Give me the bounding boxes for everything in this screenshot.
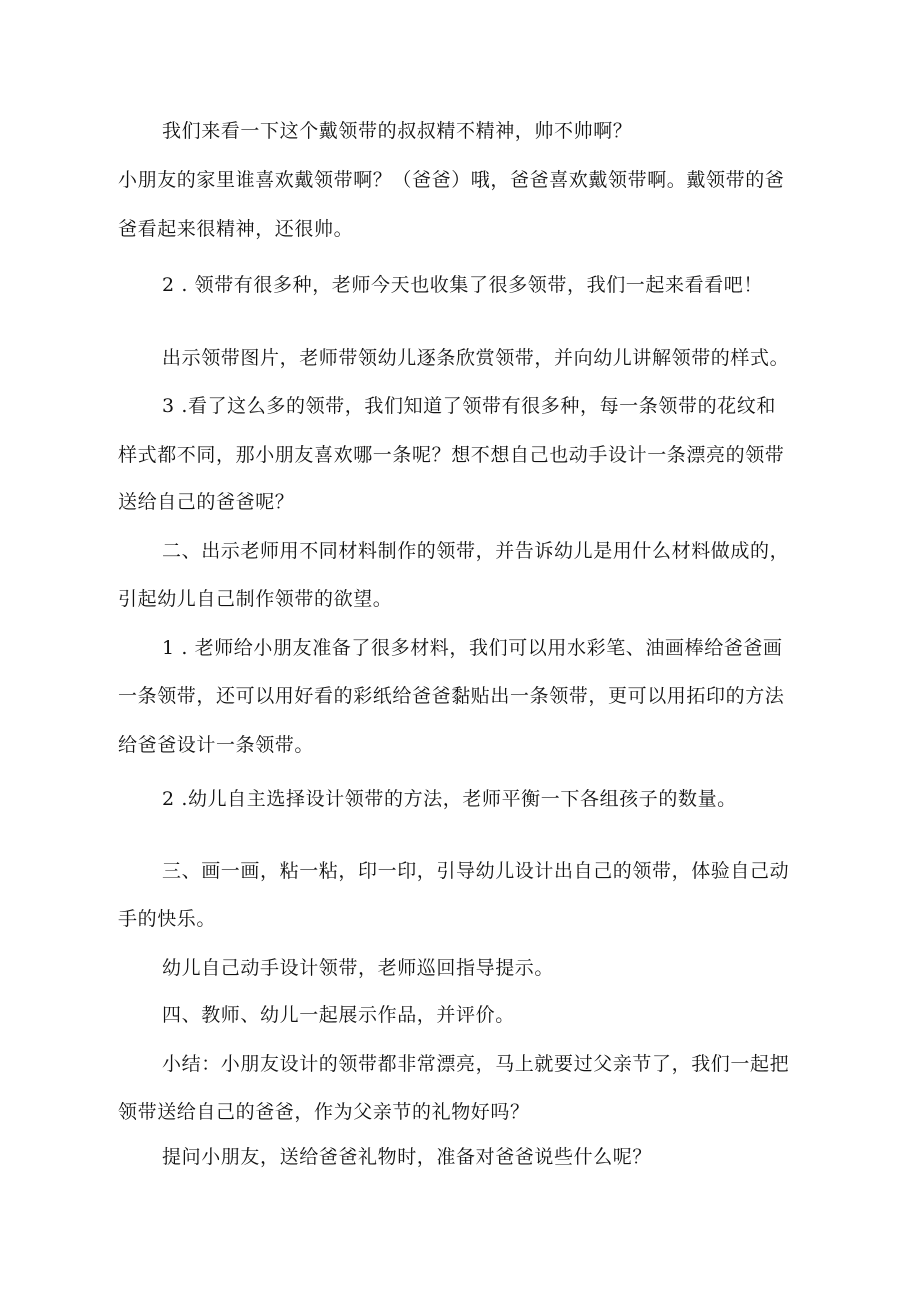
text-line-10: 引起幼儿自己制作领带的欲望。: [118, 588, 393, 610]
text-line-12: 一条领带，还可以用好看的彩纸给爸爸黏贴出一条领带，更可以用拓印的方法: [118, 685, 785, 707]
text-line-5: 出示领带图片，老师带领幼儿逐条欣赏领带，并向幼儿讲解领带的样式。: [162, 347, 790, 369]
text-line-20: 领带送给自己的爸爸，作为父亲节的礼物好吗？: [118, 1101, 530, 1123]
text-line-8: 送给自己的爸爸呢？: [118, 491, 295, 513]
text-line-17: 幼儿自己动手设计领带，老师巡回指导提示。: [162, 957, 555, 979]
text-line-13: 给爸爸设计一条领带。: [118, 734, 315, 756]
text-line-19: 小结：小朋友设计的领带都非常漂亮，马上就要过父亲节了，我们一起把: [162, 1053, 790, 1075]
text-line-11: 1 . 老师给小朋友准备了很多材料，我们可以用水彩笔、油画棒给爸爸画: [162, 637, 783, 659]
text-line-16: 手的快乐。: [118, 908, 217, 930]
text-line-14: 2 .幼儿自主选择设计领带的方法，老师平衡一下各组孩子的数量。: [162, 788, 737, 810]
text-line-4: 2 . 领带有很多种，老师今天也收集了很多领带，我们一起来看看吧！: [162, 274, 764, 296]
text-line-21: 提问小朋友，送给爸爸礼物时，准备对爸爸说些什么呢？: [162, 1146, 653, 1168]
text-line-7: 样式都不同，那小朋友喜欢哪一条呢？想不想自己也动手设计一条漂亮的领带: [118, 444, 785, 466]
text-line-2: 小朋友的家里谁喜欢戴领带啊？（爸爸）哦，爸爸喜欢戴领带啊。戴领带的爸: [118, 169, 785, 191]
text-line-9: 二、出示老师用不同材料制作的领带，并告诉幼儿是用什么材料做成的，: [162, 540, 790, 562]
text-line-18: 四、教师、幼儿一起展示作品，并评价。: [162, 1004, 515, 1026]
text-line-1: 我们来看一下这个戴领带的叔叔精不精神，帅不帅啊？: [162, 120, 633, 142]
text-line-6: 3 .看了这么多的领带，我们知道了领带有很多种，每一条领带的花纹和: [162, 395, 776, 417]
text-line-15: 三、画一画，粘一粘，印一印，引导幼儿设计出自己的领带，体验自己动: [162, 860, 790, 882]
text-line-3: 爸看起来很精神，还很帅。: [118, 218, 354, 240]
